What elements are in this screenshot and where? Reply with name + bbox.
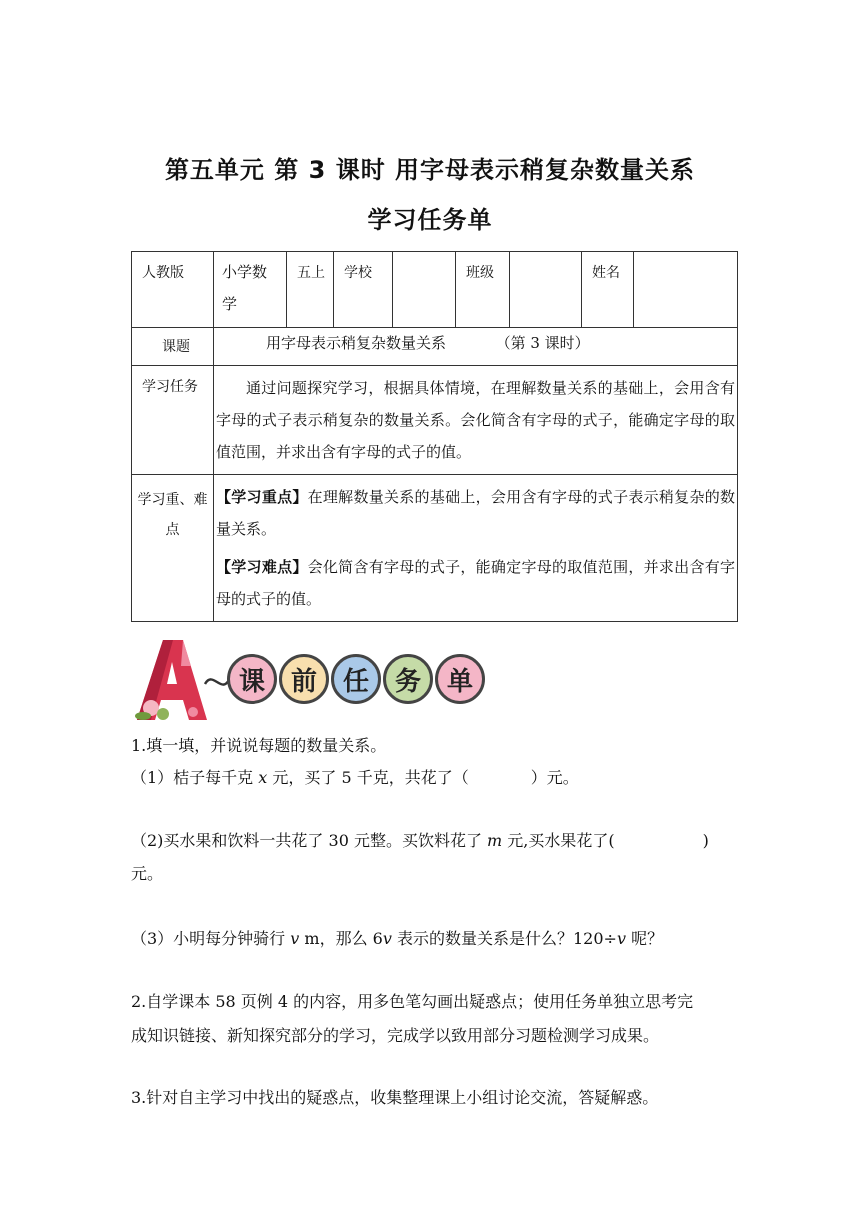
key-point-text: 在理解数量关系的基础上，会用含有字母的式子表示稍复杂的数量关系。 bbox=[216, 488, 735, 538]
question-1: 1.填一填，并说说每题的数量关系。 bbox=[131, 736, 387, 755]
question-2-line-1: 2.自学课本 58 页例 4 的内容，用多色笔勾画出疑惑点；使用任务单独立思考完 bbox=[131, 992, 694, 1011]
difficulty bbox=[214, 551, 737, 621]
key-point-tag: 【学习重点】 bbox=[216, 488, 308, 506]
class-label: 班级 bbox=[466, 265, 494, 281]
question-2-line-2: 成知识链接、新知探究部分的学习，完成学以致用部分习题检测学习成果。 bbox=[131, 1026, 660, 1045]
subject-cell: 小学数学 bbox=[222, 263, 268, 313]
question-1-3: （3）小明每分钟骑行 v m，那么 6v 表示的数量关系是什么？120÷v 呢？ bbox=[131, 929, 664, 948]
name-value[interactable] bbox=[634, 252, 737, 266]
publisher-cell: 人教版 bbox=[142, 265, 184, 281]
page-subtitle: 学习任务单 bbox=[367, 206, 493, 234]
topic-lesson: （第 3 课时） bbox=[495, 334, 590, 352]
school-label: 学校 bbox=[344, 265, 372, 281]
topic-label: 课题 bbox=[162, 339, 190, 355]
banner-char-5: 单 bbox=[435, 654, 485, 704]
page-title: 第五单元 第 3 课时 用字母表示稍复杂数量关系 bbox=[164, 156, 696, 184]
key-point bbox=[214, 475, 737, 551]
question-1-2: （2)买水果和饮料一共花了 30 元整。买饮料花了 m 元,买水果花了( ) bbox=[131, 831, 709, 850]
banner-char-3: 任 bbox=[331, 654, 381, 704]
topic-value: 用字母表示稍复杂数量关系 bbox=[266, 334, 447, 352]
grade-cell: 五上 bbox=[297, 265, 325, 281]
letter-a-logo bbox=[133, 636, 213, 726]
question-3: 3.针对自主学习中找出的疑惑点，收集整理课上小组讨论交流，答疑解惑。 bbox=[131, 1088, 659, 1107]
task-text: 通过问题探究学习，根据具体情境，在理解数量关系的基础上，会用含有字母的式子表示稍复杂的数量关系。会化简含有字母的式子，能确定字母的取值范围，并求出含有字母的式子的值。 bbox=[216, 379, 735, 461]
focus-label: 学习重、难点 bbox=[137, 492, 208, 538]
school-value[interactable] bbox=[393, 252, 455, 266]
banner-char-1: 课 bbox=[227, 654, 277, 704]
topic-row bbox=[214, 328, 737, 353]
question-1-2-cont: 元。 bbox=[131, 864, 164, 883]
banner-char-2: 前 bbox=[279, 654, 329, 704]
task-label: 学习任务 bbox=[142, 379, 198, 395]
difficulty-tag: 【学习难点】 bbox=[216, 558, 308, 576]
banner-char-4: 务 bbox=[383, 654, 433, 704]
class-value[interactable] bbox=[510, 252, 581, 266]
info-table bbox=[131, 251, 738, 622]
name-label: 姓名 bbox=[592, 265, 620, 281]
difficulty-text: 会化简含有字母的式子，能确定字母的取值范围，并求出含有字母的式子的值。 bbox=[216, 558, 735, 608]
pre-class-banner bbox=[131, 636, 491, 726]
question-1-1: （1）桔子每千克 x 元，买了 5 千克，共花了（ ）元。 bbox=[131, 768, 579, 787]
